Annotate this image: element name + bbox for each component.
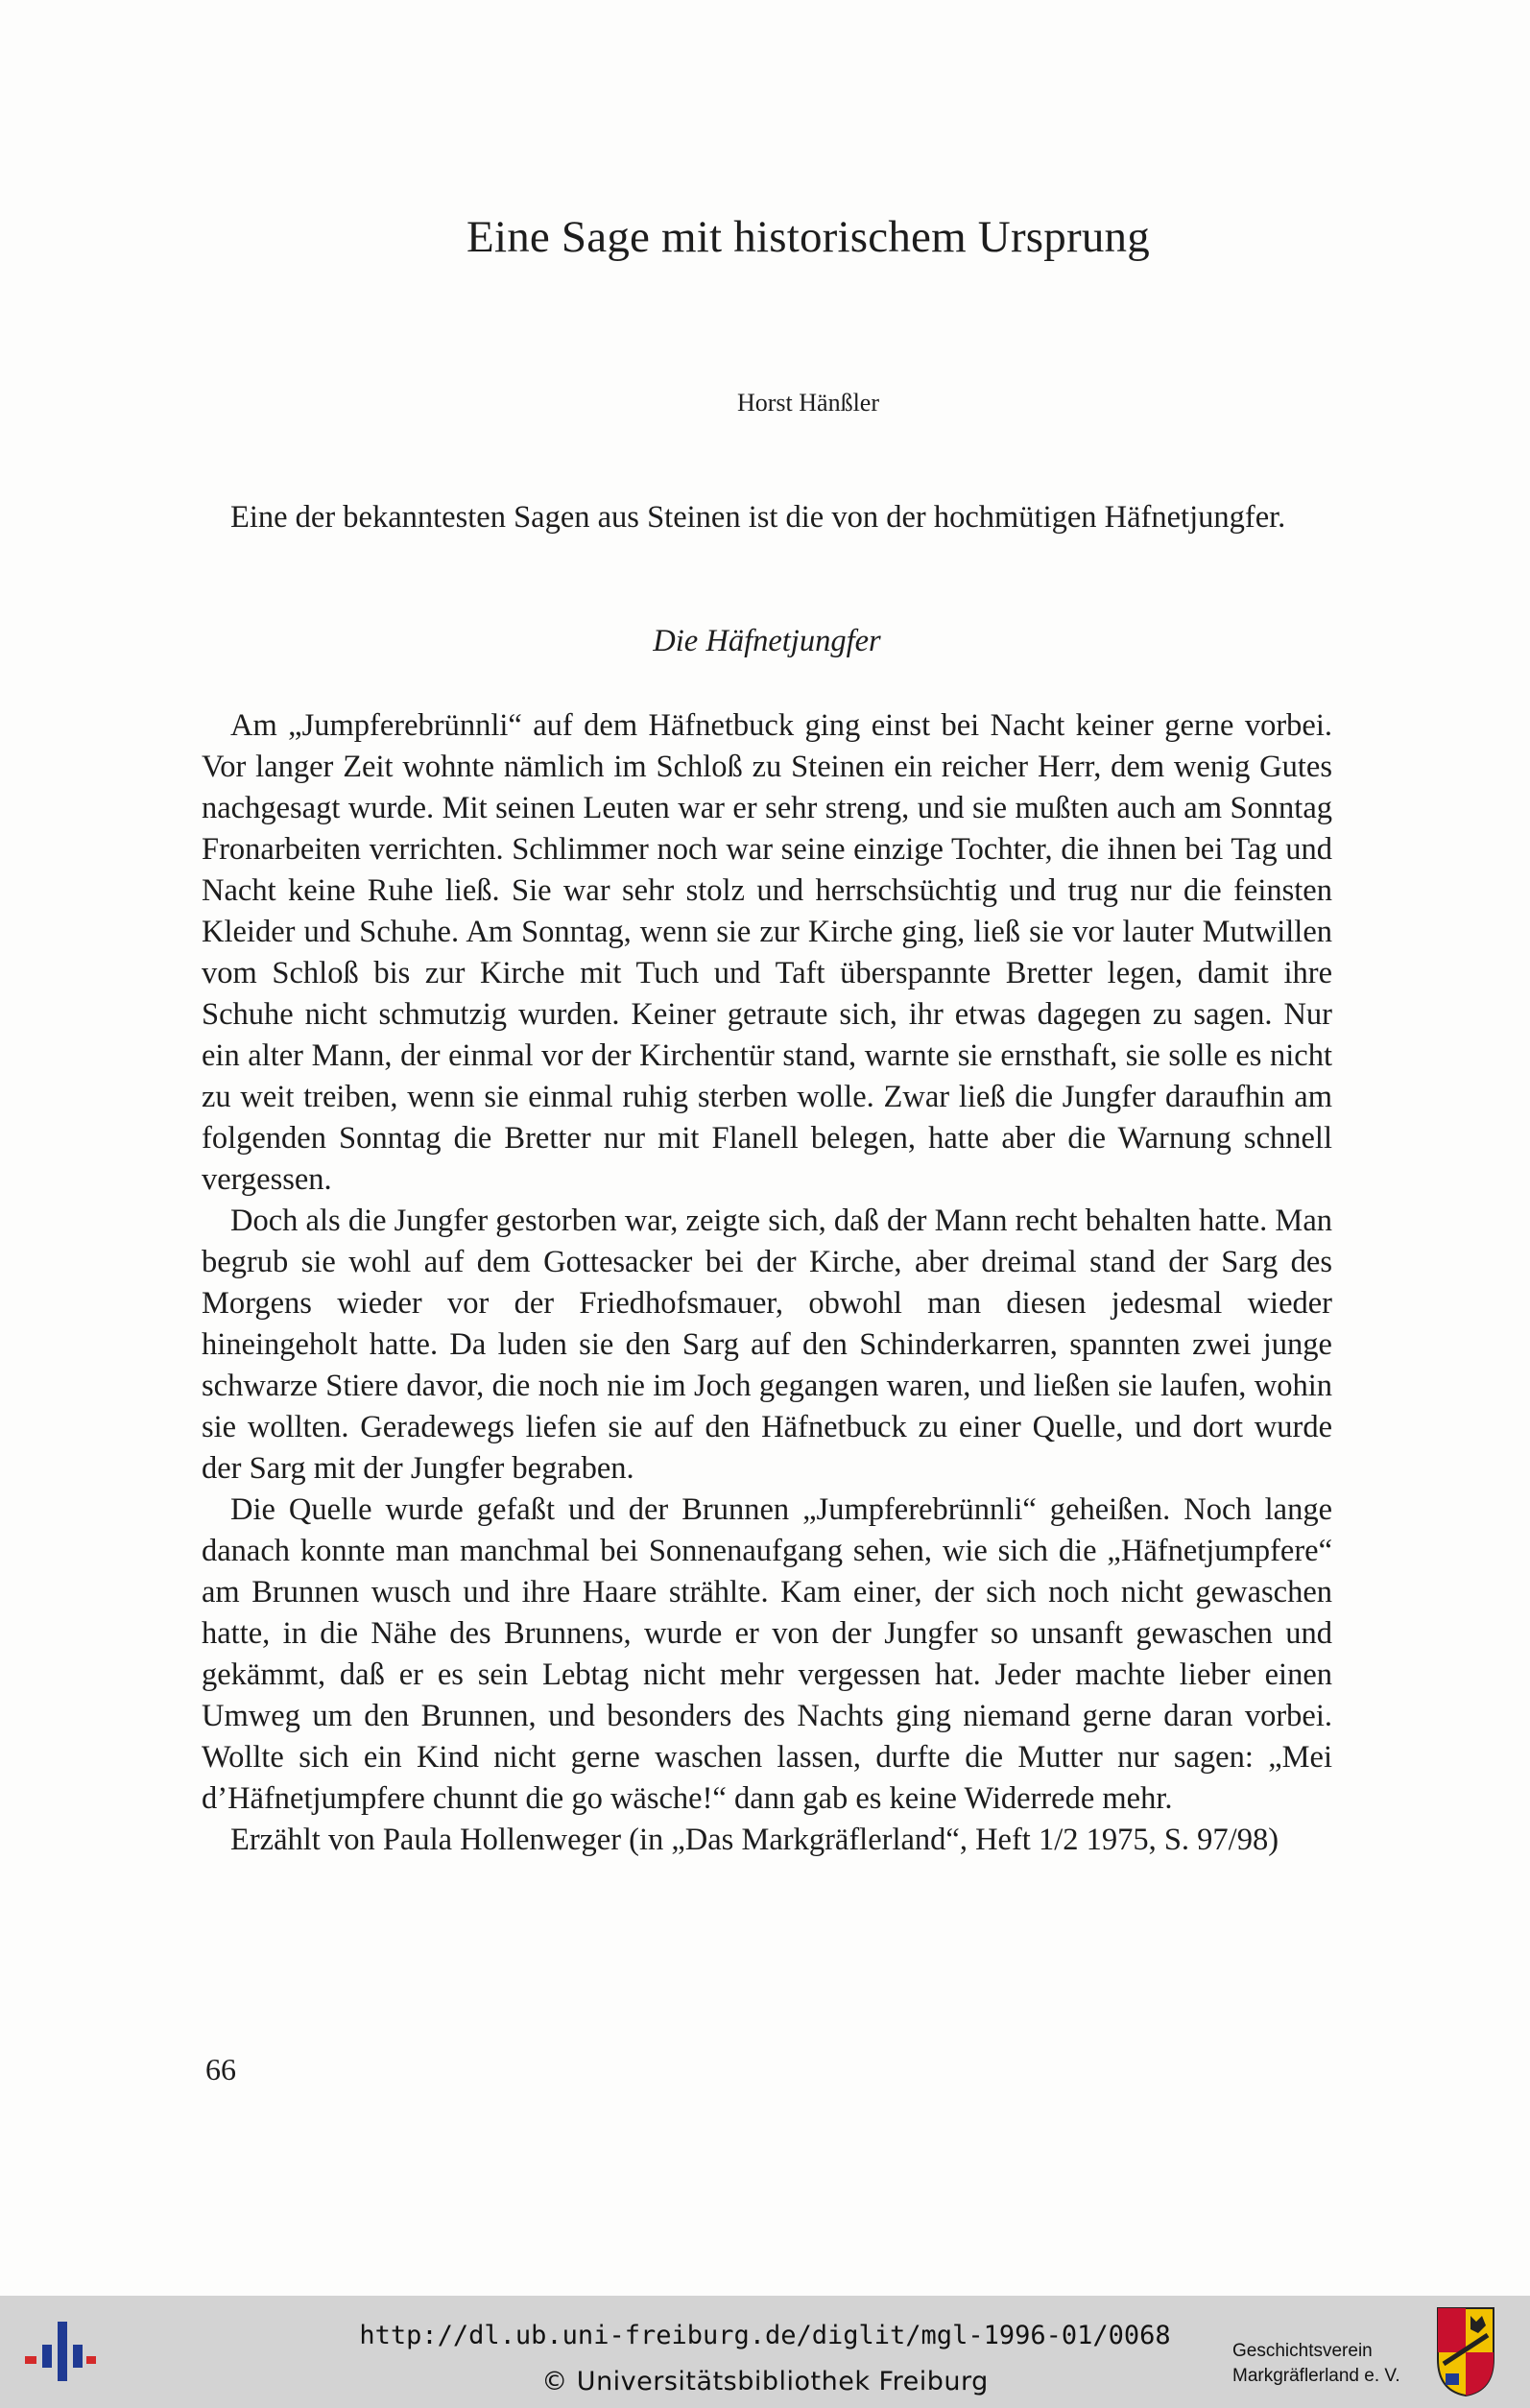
copyright-notice: © Universitätsbibliothek Freiburg xyxy=(541,2367,989,2396)
coat-of-arms-icon xyxy=(1436,2306,1495,2397)
page-number: 66 xyxy=(205,2052,236,2086)
section-subtitle: Die Häfnetjungfer xyxy=(653,624,881,658)
intro-text: Eine der bekanntesten Sagen aus Steinen ist die von der hochmütigen Häfnetjungfer. xyxy=(230,500,1286,535)
author-name: Horst Hänßler xyxy=(736,389,879,417)
story-paragraph-1: Am „Jumpferebrünnli“ auf dem Häfnetbuck ging einst bei Nacht keiner gerne vorbei. Vor langer Zeit wohnte nämlich im Schloß zu Steinen ein reicher Herr, dem wenig Gutes nachgesagt wurde. Mit seinen Leuten war er sehr streng, und sie mußten auch am Sonntag Fronarbeiten verrichten. Schlimmer noch war seine einzige Tochter, die ihnen bei Tag und Nacht keine Ruhe ließ. Sie war sehr stolz und herrschsüchtig und trug nur die feinsten Kleider und Schuhe. Am Sonntag, wenn sie zur Kirche ging, ließ sie vor lauter Mutwillen vom Schloß bis zur Kirche mit Tuch und Taft überspannte Bretter legen, damit ihre Schuhe nicht schmutzig wurden. Keiner getraute sich, ihr etwas dagegen zu sagen. Nur ein alter Mann, der einmal vor der Kirchentür stand, warnte sie ernsthaft, sie solle es nicht zu weit treiben, wenn sie einmal ruhig sterben wolle. Zwar ließ die Jungfer daraufhin am folgenden Sonntag die Bretter nur mit Flanell belegen, hatte aber die Warnung schnell vergessen. xyxy=(202,708,1332,1197)
source-url-link[interactable]: http://dl.ub.uni-freiburg.de/diglit/mgl-1996-01/0068 xyxy=(359,2321,1171,2350)
source-citation: Erzählt von Paula Hollenweger (in „Das Markgräflerland“, Heft 1/2 1975, S. 97/98) xyxy=(230,1823,1279,1857)
society-name-line1: Geschichtsverein xyxy=(1232,2341,1373,2361)
story-paragraph-3: Die Quelle wurde gefaßt und der Brunnen „Jumpferebrünnli“ geheißen. Noch lange danach konnte man manchmal bei Sonnenaufgang sehen, wie sich die „Häfnetjumpfere“ am Brunnen wusch und ihre Haare strählte. Kam einer, der sich noch nicht gewaschen hatte, in die Nähe des Brunnens, wurde er von der Jungfer so unsanft gewaschen und gekämmt, daß er es sein Lebtag nicht mehr vergessen hat. Jeder machte lieber einen Umweg um den Brunnen, und besonders des Nachts ging niemand gerne daran vorbei. Wollte sich ein Kind nicht gerne waschen lassen, durfte die Mutter nur sagen: „Mei d’Häfnetjumpfere chunnt die go wäsche!“ dann gab es keine Widerrede mehr. xyxy=(202,1492,1332,1816)
society-name xyxy=(1232,2339,1424,2389)
story-paragraph-2: Doch als die Jungfer gestorben war, zeigte sich, daß der Mann recht behalten hatte. Man begrub sie wohl auf dem Gottesacker bei der Kirche, aber dreimal stand der Sarg des Morgens wieder vor der Friedhofsmauer, obwohl man diesen jedesmal wieder hineingeholt hatte. Da luden sie den Sarg auf den Schinderkarren, spannten zwei junge schwarze Stiere davor, die noch nie im Joch gegangen waren, und ließen sie laufen, wohin sie wollten. Geradewegs liefen sie auf den Häfnetbuck zu einer Quelle, und dort wurde der Sarg mit der Jungfer begraben. xyxy=(202,1204,1332,1486)
intro-paragraph xyxy=(202,497,1332,538)
story-text xyxy=(202,705,1332,1861)
page-title: Eine Sage mit historischem Ursprung xyxy=(466,212,1150,262)
society-name-line2: Markgräflerland e. V. xyxy=(1232,2366,1400,2386)
